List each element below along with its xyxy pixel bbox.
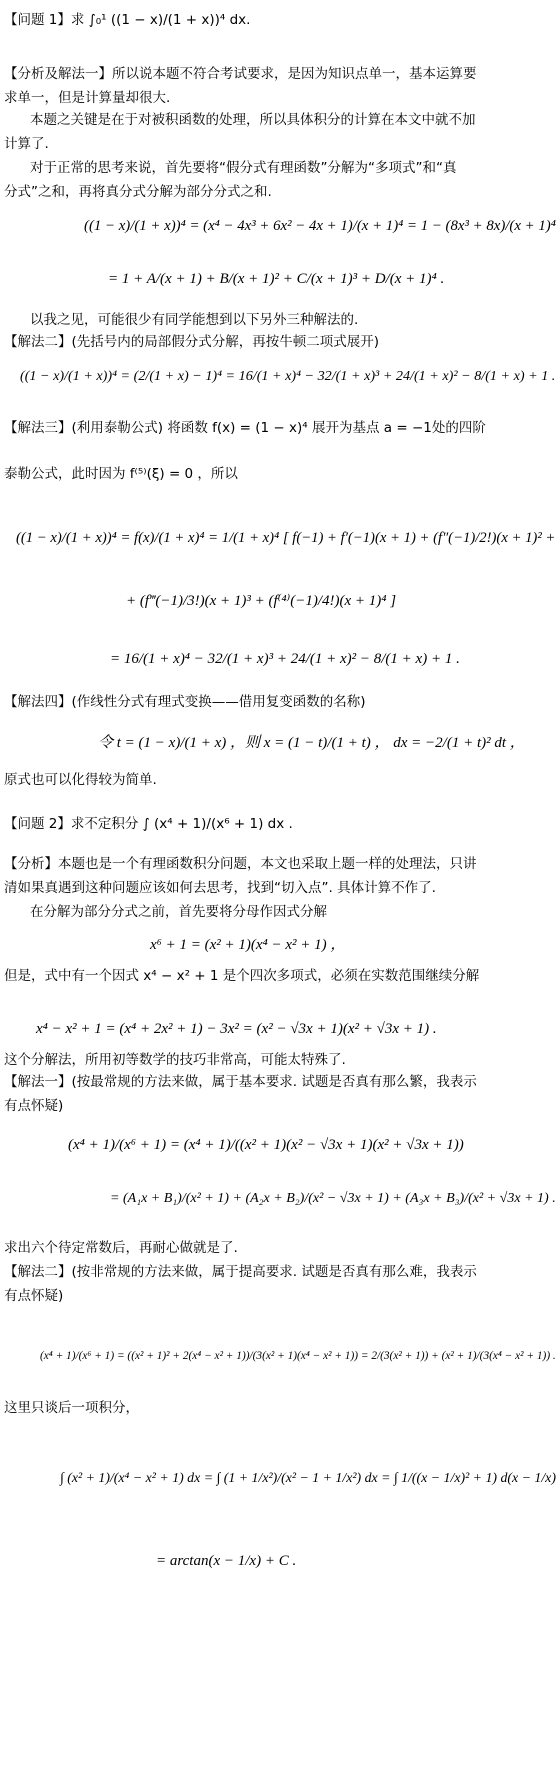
formula: = (A₁x + B₁)/(x² + 1) + (A₂x + B₂)/(x² − √3x + 1) + (A₃x + B₃)/(x² + √3x + 1) . — [110, 1190, 556, 1206]
formula: 令 t = (1 − x)/(1 + x) ，则 x = (1 − t)/(1 + t) ， dx = −2/(1 + t)² dt ， — [98, 735, 525, 751]
text-line: 在分解为部分分式之前，首先要将分母作因式分解 — [30, 904, 327, 920]
text-line: 本题之关键是在于对被积函数的处理，所以具体积分的计算在本文中就不加 — [30, 112, 476, 128]
text-line: 泰勒公式，此时因为 f⁽⁵⁾(ξ) = 0 ，所以 — [4, 466, 238, 482]
formula: ((1 − x)/(1 + x))⁴ = (2/(1 + x) − 1)⁴ = 16/(1 + x)⁴ − 32/(1 + x)³ + 24/(1 + x)² − 8/(1 + x) + 1 . — [20, 368, 556, 384]
text-line: 求单一，但是计算量却很大. — [4, 90, 171, 106]
formula: (x⁴ + 1)/(x⁶ + 1) = ((x² + 1)² + 2(x⁴ − x² + 1))/(3(x² + 1)(x⁴ − x² + 1)) = 2/(3(x² + 1)) + (x² + 1)/(3(x⁴ − x² + 1)) . — [40, 1350, 556, 1362]
text-line: 以我之见，可能很少有同学能想到以下另外三种解法的. — [30, 312, 359, 328]
method-3-heading: 【解法三】(利用泰勒公式) 将函数 f(x) = (1 − x)⁴ 展开为基点 a = −1处的四阶 — [4, 420, 486, 436]
formula: x⁴ − x² + 1 = (x⁴ + 2x² + 1) − 3x² = (x² − √3x + 1)(x² + √3x + 1) . — [36, 1021, 437, 1037]
text-line: 计算了. — [4, 136, 49, 152]
text-line: 有点怀疑) — [4, 1288, 64, 1304]
formula: (x⁴ + 1)/(x⁶ + 1) = (x⁴ + 1)/((x² + 1)(x² − √3x + 1)(x² + √3x + 1)) — [68, 1137, 464, 1153]
method-2b-heading: 【解法二】(按非常规的方法来做，属于提高要求. 试题是否真有那么难，我表示 — [4, 1264, 477, 1280]
method-1-heading: 【解法一】(按最常规的方法来做，属于基本要求. 试题是否真有那么繁，我表示 — [4, 1074, 477, 1090]
text-line: 有点怀疑) — [4, 1098, 64, 1114]
formula: x⁶ + 1 = (x² + 1)(x⁴ − x² + 1) ， — [150, 937, 346, 953]
problem-2-heading: 【问题 2】求不定积分 ∫ (x⁴ + 1)/(x⁶ + 1) dx . — [4, 816, 293, 832]
text-line: 【分析】本题也是一个有理函数积分问题，本文也采取上题一样的处理法，只讲 — [4, 856, 477, 872]
formula: ∫ (x² + 1)/(x⁴ − x² + 1) dx = ∫ (1 + 1/x²)/(x² − 1 + 1/x²) dx = ∫ 1/((x − 1/x)² + 1) d(x − 1/x) — [60, 1470, 556, 1485]
formula: ((1 − x)/(1 + x))⁴ = f(x)/(1 + x)⁴ = 1/(1 + x)⁴ [ f(−1) + f′(−1)(x + 1) + (f″(−1)/2!)(x + 1)² + — [16, 530, 556, 546]
method-4-heading: 【解法四】(作线性分式有理式变换——借用复变函数的名称) — [4, 694, 366, 710]
formula: = 16/(1 + x)⁴ − 32/(1 + x)³ + 24/(1 + x)² − 8/(1 + x) + 1 . — [110, 651, 460, 667]
text-line: 但是，式中有一个因式 x⁴ − x² + 1 是个四次多项式，必须在实数范围继续分解 — [4, 968, 480, 984]
formula: ((1 − x)/(1 + x))⁴ = (x⁴ − 4x³ + 6x² − 4x + 1)/(x + 1)⁴ = 1 − (8x³ + 8x)/(x + 1)⁴ — [84, 218, 556, 234]
problem-1-heading: 【问题 1】求 ∫₀¹ ((1 − x)/(1 + x))⁴ dx. — [4, 12, 251, 28]
text-line: 对于正常的思考来说，首先要将“假分式有理函数”分解为“多项式”和“真 — [30, 160, 457, 176]
formula: = 1 + A/(x + 1) + B/(x + 1)² + C/(x + 1)³ + D/(x + 1)⁴ . — [108, 271, 445, 287]
text-line: 这里只谈后一项积分， — [4, 1400, 139, 1416]
text-line: 【分析及解法一】所以说本题不符合考试要求，是因为知识点单一，基本运算要 — [4, 66, 477, 82]
method-2-heading: 【解法二】(先括号内的局部假分式分解，再按牛顿二项式展开) — [4, 334, 380, 350]
formula: + (f‴(−1)/3!)(x + 1)³ + (f⁽⁴⁾(−1)/4!)(x + 1)⁴ ] — [126, 593, 397, 609]
text-line: 原式也可以化得较为简单. — [4, 772, 157, 788]
text-line: 清如果真遇到这种问题应该如何去思考，找到“切入点”. 具体计算不作了. — [4, 880, 436, 896]
formula: = arctan(x − 1/x) + C . — [156, 1553, 297, 1569]
text-line: 分式”之和，再将真分式分解为部分分式之和. — [4, 184, 272, 200]
text-line: 求出六个待定常数后，再耐心做就是了. — [4, 1240, 238, 1256]
text-line: 这个分解法，所用初等数学的技巧非常高，可能太特殊了. — [4, 1052, 346, 1068]
